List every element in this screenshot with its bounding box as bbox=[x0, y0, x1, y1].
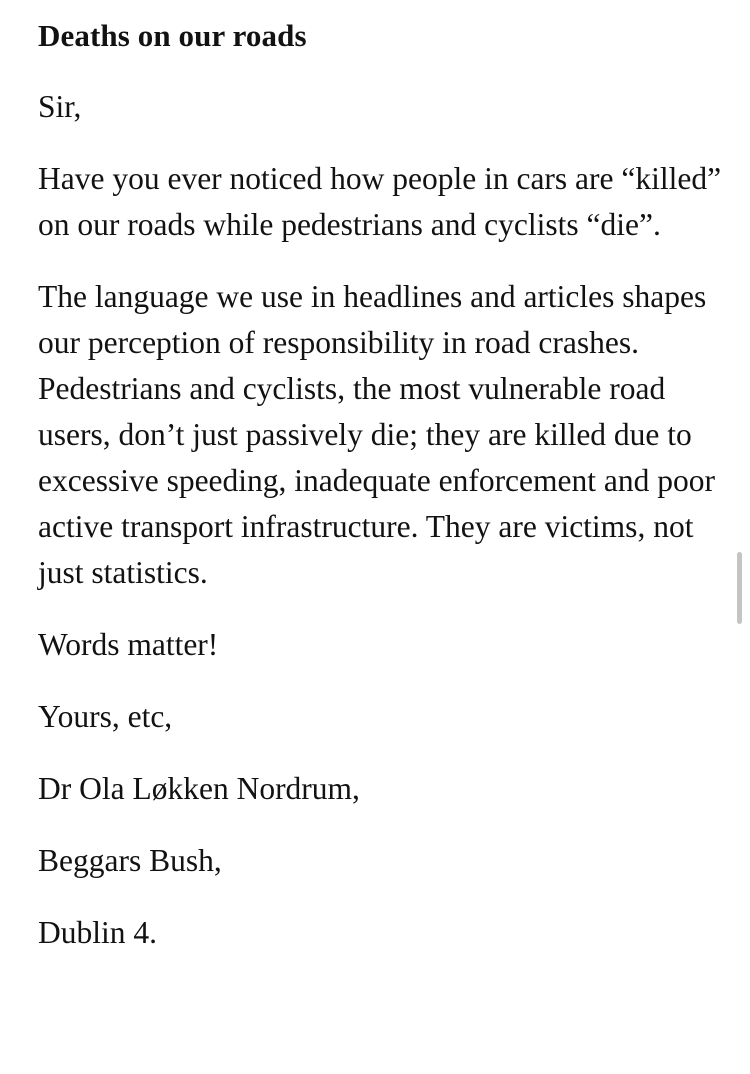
letter-article bbox=[38, 14, 728, 982]
address-line-2: Dublin 4. bbox=[38, 915, 158, 950]
address-line-1: Beggars Bush, bbox=[38, 843, 222, 878]
paragraph-3: Words matter! bbox=[38, 627, 219, 662]
salutation: Sir, bbox=[38, 89, 82, 124]
paragraph-2: The language we use in headlines and articles shapes our perception of responsibility in road crashes. Pedestrians and cyclists, the most vulnerable road users, don’t just passively die; they are killed due to excessive speeding, inadequate enforcement and poor active transport infrastructure. They are victims, not just statistics. bbox=[38, 279, 715, 590]
signoff: Yours, etc, bbox=[38, 699, 173, 734]
scrollbar-thumb[interactable] bbox=[737, 552, 742, 624]
author-name: Dr Ola Løkken Nordrum, bbox=[38, 771, 360, 806]
paragraph-1: Have you ever noticed how people in cars are “killed” on our roads while pedestrians and cyclists “die”. bbox=[38, 161, 722, 242]
letter-headline: Deaths on our roads bbox=[38, 18, 307, 53]
